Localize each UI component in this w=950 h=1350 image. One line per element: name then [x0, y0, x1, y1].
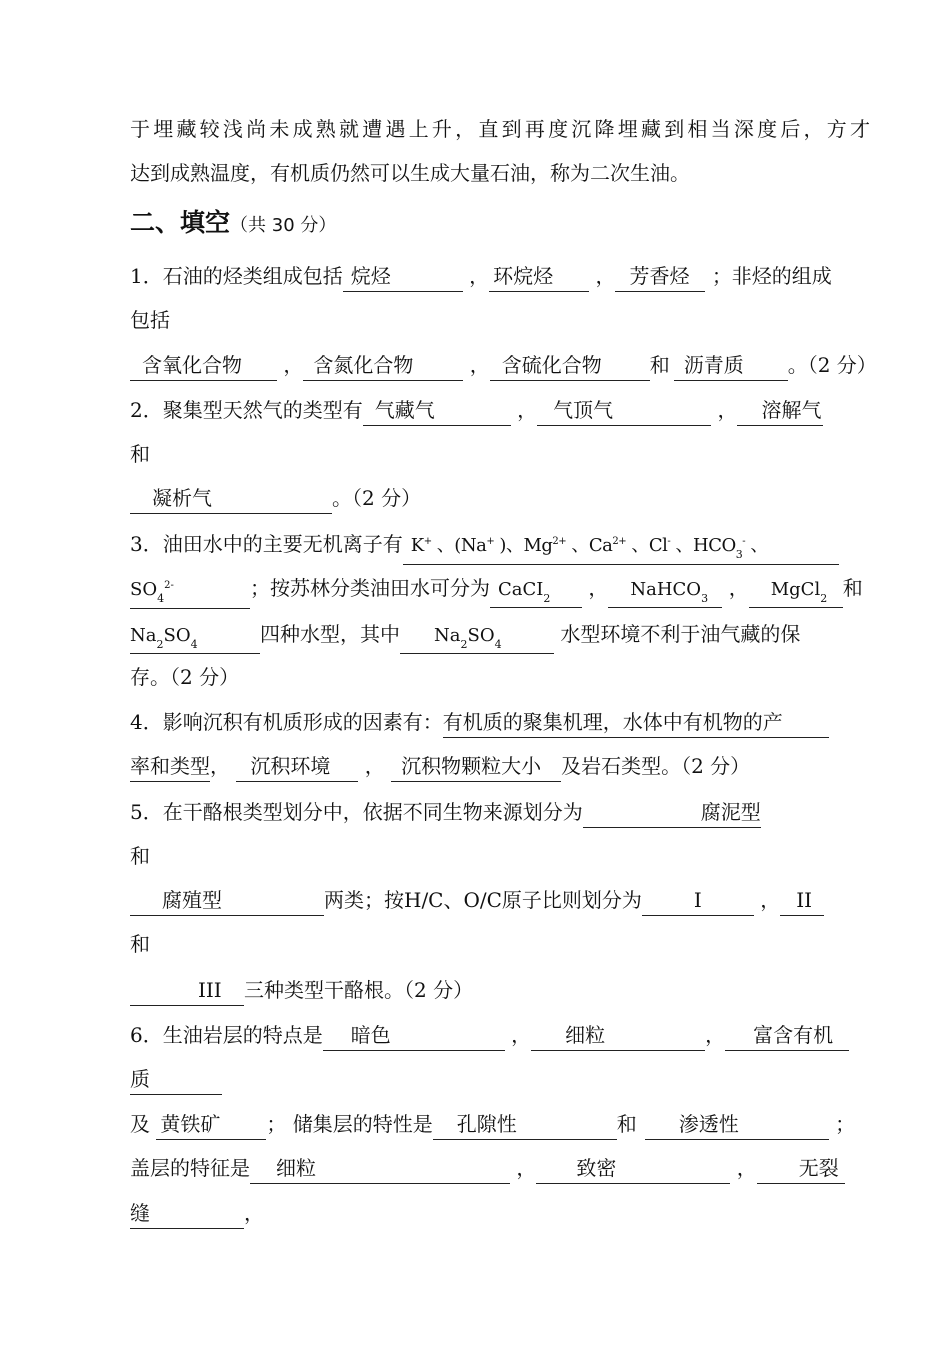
- answer-blank: 腐殖型: [130, 885, 324, 916]
- question-4-line: [130, 702, 870, 742]
- question-text: 2．聚集型天然气的类型有: [130, 398, 363, 422]
- answer-blank: 气藏气: [363, 395, 511, 426]
- question-2-line: 2．聚集型天然气的类型有 气藏气 ， 气顶气 ， 溶解气: [130, 390, 870, 430]
- question-text: 盖层的特征是: [130, 1156, 250, 1180]
- question-1-line: 包括: [130, 308, 170, 332]
- answer-blank: 含氧化合物: [130, 350, 277, 381]
- question-text: 及岩石类型。（2 分）: [561, 754, 751, 778]
- question-1-line: 1．石油的烃类组成包括 烷烃 ， 环烷烃 ， 芳香烃 ；非烃的组成: [130, 256, 870, 296]
- question-5-line: 和: [130, 844, 150, 868]
- question-3-line: [130, 614, 870, 654]
- question-2-line: 和: [130, 442, 150, 466]
- question-text: 和: [649, 353, 670, 377]
- question-text: 5．在干酪根类型划分中，依据不同生物来源划分为: [130, 800, 583, 824]
- answer-blank: 沉积物颗粒大小: [391, 751, 561, 782]
- answer-blank: 渗透性: [645, 1109, 829, 1140]
- answer-blank: 孔隙性: [433, 1109, 617, 1140]
- question-1-line: 含氧化合物 ， 含氮化合物 ， 含硫化合物 和 沥青质 。（2 分）: [130, 345, 870, 385]
- question-text: ；按苏林分类油田水可分为: [250, 576, 490, 600]
- section-heading: [130, 203, 870, 243]
- answer-blank: 细粒: [531, 1020, 705, 1051]
- answer-blank: 气顶气: [537, 395, 711, 426]
- answer-blank: 暗色: [323, 1020, 505, 1051]
- answer-blank: II: [780, 885, 824, 916]
- answer-blank: 率和类型: [130, 751, 210, 782]
- answer-blank: 含氮化合物: [303, 350, 463, 381]
- answer-blank: 芳香烃: [615, 261, 705, 292]
- answer-blank: 腐泥型: [583, 797, 761, 828]
- paragraph-line: 于埋藏较浅尚未成熟就遭遇上升，直到再度沉降埋藏到相当深度后，方才: [130, 117, 870, 141]
- question-text: 4．影响沉积有机质形成的因素有：: [130, 710, 443, 734]
- question-5-line: [130, 792, 870, 832]
- answer-blank: 沥青质: [674, 350, 788, 381]
- answer-blank: $SO_4^{2-}$: [130, 575, 250, 609]
- question-5-line: 和: [130, 932, 150, 956]
- answer-blank: 质: [130, 1064, 222, 1095]
- answer-blank: 黄铁矿: [156, 1109, 266, 1140]
- question-2-line: [130, 478, 870, 518]
- question-text: 两类；按H/C、O/C原子比则划分为: [324, 888, 642, 912]
- section-title: 二、填空: [130, 208, 231, 237]
- question-text: 四种水型，其中: [260, 622, 400, 646]
- answer-blank: 凝析气: [130, 483, 332, 514]
- answer-blank: III: [130, 975, 244, 1006]
- question-6-line: 盖层的特征是 细粒 ， 致密 ， 无裂: [130, 1148, 870, 1188]
- score-text: 。（2 分）: [332, 486, 422, 510]
- question-text: ；非烃的组成: [711, 264, 832, 288]
- question-text: ； 储集层的特性是: [266, 1112, 433, 1136]
- question-3-line: [130, 524, 870, 564]
- answer-blank: 有机质的聚集机理，水体中有机物的产: [443, 707, 829, 738]
- question-text: 1．石油的烃类组成包括: [130, 264, 343, 288]
- question-text: 三种类型干酪根。（2 分）: [244, 978, 474, 1002]
- answer-blank: CaCI$_2$: [490, 575, 582, 608]
- ion-list-blank: K+ 、(Na+ )、$Mg^{2+}$ 、$Ca^{2+}$ 、Cl- 、$HCO_3^-$ 、: [403, 531, 839, 565]
- answer-blank: 细粒: [250, 1153, 510, 1184]
- question-text: 和: [842, 576, 863, 600]
- answer-blank: MgCl$_2$: [749, 575, 843, 608]
- answer-blank: 含硫化合物: [490, 350, 650, 381]
- answer-blank: NaHCO$_3$: [608, 575, 722, 608]
- answer-blank: $Na_2SO_4$: [130, 621, 260, 654]
- question-6-line: 及 黄铁矿 ； 储集层的特性是 孔隙性 和 渗透性 ；: [130, 1104, 870, 1144]
- answer-blank: 烷烃: [343, 261, 463, 292]
- question-3-line: 存。（2 分）: [130, 665, 240, 689]
- answer-blank: 缝: [130, 1198, 244, 1229]
- answer-blank: 环烷烃: [489, 261, 589, 292]
- question-text: 及: [130, 1112, 150, 1136]
- section-points: （共 30 分）: [230, 215, 337, 236]
- question-text: 3．油田水中的主要无机离子有: [130, 532, 403, 556]
- question-6-line: [130, 1059, 870, 1099]
- paragraph-line: 达到成熟温度，有机质仍然可以生成大量石油，称为二次生油。: [130, 161, 690, 185]
- question-3-line: $SO_4^{2-}$ ；按苏林分类油田水可分为 CaCI$_2$ ， NaHCO$_3$ ， MgCl$_2$ 和: [130, 568, 870, 608]
- answer-blank: 无裂: [757, 1153, 845, 1184]
- question-5-line: 腐殖型 两类；按H/C、O/C原子比则划分为 I ， II: [130, 880, 870, 920]
- answer-blank: $Na_2SO_4$: [400, 621, 554, 654]
- question-text: 6．生油岩层的特点是: [130, 1023, 323, 1047]
- answer-blank: 沉积环境: [236, 751, 358, 782]
- score-text: 。（2 分）: [787, 353, 877, 377]
- question-5-line: [130, 970, 870, 1010]
- answer-blank: I: [642, 885, 754, 916]
- question-text: 和: [616, 1112, 637, 1136]
- question-6-line: 缝 ，: [130, 1193, 870, 1233]
- answer-blank: 致密: [536, 1153, 730, 1184]
- answer-blank: 富含有机: [725, 1020, 849, 1051]
- question-text: 水型环境不利于油气藏的保: [560, 622, 801, 646]
- question-6-line: 6．生油岩层的特点是 暗色 ， 细粒 ， 富含有机: [130, 1015, 870, 1055]
- answer-blank: 溶解气: [737, 395, 823, 426]
- question-4-line: 率和类型， 沉积环境 ， 沉积物颗粒大小 及岩石类型。（2 分）: [130, 746, 870, 786]
